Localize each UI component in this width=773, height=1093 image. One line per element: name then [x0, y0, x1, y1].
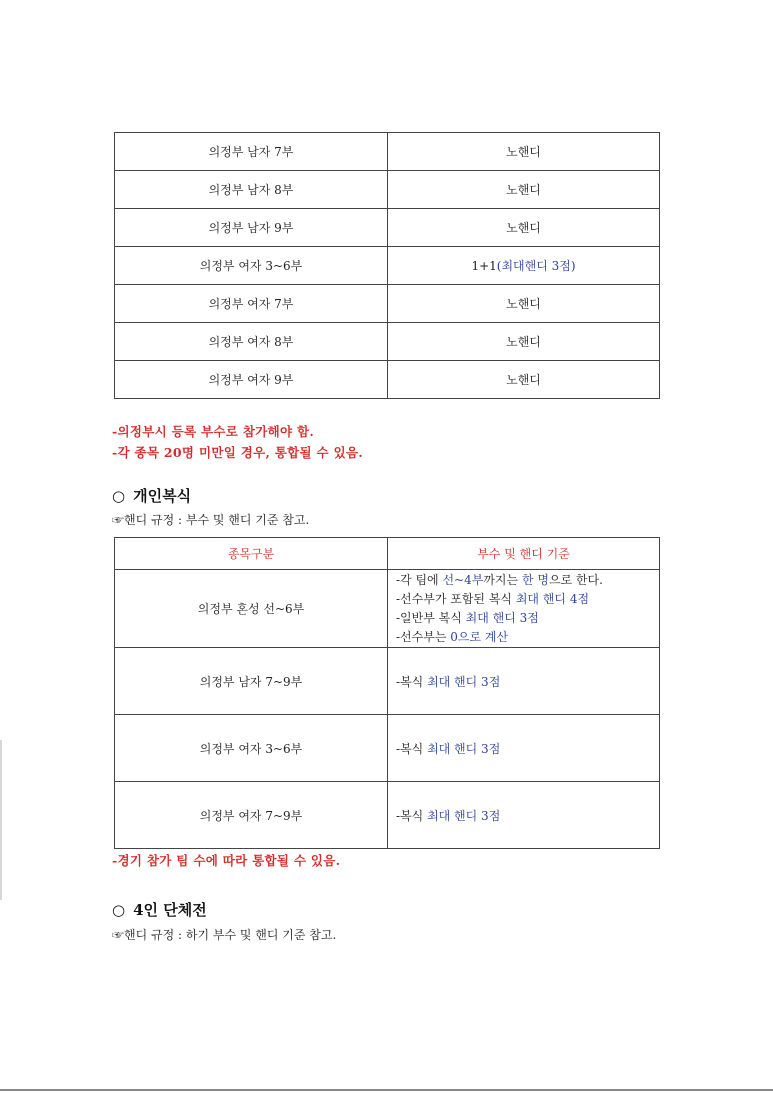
table-row	[115, 361, 660, 399]
handicap-prefix: 1+1	[471, 259, 497, 273]
criteria-cell: -복식 최대 핸디 3점	[388, 782, 660, 849]
criteria-cell: -복식 최대 핸디 3점	[388, 715, 660, 782]
table-row	[115, 133, 660, 171]
circle-bullet-icon: ○	[112, 487, 126, 505]
note-line: -의정부시 등록 부수로 참가해야 함.	[112, 424, 314, 439]
handicap-cell: 노핸디	[388, 361, 660, 399]
section-title: 개인복식	[133, 487, 192, 505]
division-cell: 의정부 여자 3~6부	[115, 247, 388, 285]
division-cell: 의정부 남자 7부	[115, 133, 388, 171]
note-line: -경기 참가 팀 수에 따라 통합될 수 있음.	[112, 853, 341, 868]
table-row	[115, 782, 660, 849]
division-cell: 의정부 여자 3~6부	[115, 715, 388, 782]
handicap-cell: 노핸디	[388, 133, 660, 171]
page-bottom-edge	[0, 1089, 773, 1091]
header-division: 종목구분	[115, 538, 388, 570]
division-cell: 의정부 여자 7~9부	[115, 782, 388, 849]
division-cell: 의정부 여자 8부	[115, 323, 388, 361]
doubles-reference: ☞핸디 규정 : 부수 및 핸디 기준 참고.	[112, 513, 310, 527]
table-row	[115, 648, 660, 715]
doubles-notes	[112, 850, 340, 871]
criteria-line: -각 팀에 선~4부까지는 한 명으로 한다.	[396, 572, 603, 587]
handicap-cell: 노핸디	[388, 323, 660, 361]
handicap-cell: 노핸디	[388, 171, 660, 209]
team-section-title	[112, 899, 207, 920]
division-cell: 의정부 혼성 선~6부	[115, 570, 388, 648]
handicap-cell: 노핸디	[388, 285, 660, 323]
doubles-section-title	[112, 485, 191, 506]
table-header-row	[115, 538, 660, 570]
circle-bullet-icon: ○	[112, 901, 126, 919]
singles-handicap-table	[114, 132, 660, 399]
criteria-line: -일반부 복식 최대 핸디 3점	[396, 610, 539, 625]
header-criteria: 부수 및 핸디 기준	[388, 538, 660, 570]
division-cell: 의정부 남자 9부	[115, 209, 388, 247]
handicap-cell	[388, 247, 660, 285]
criteria-cell	[388, 570, 660, 648]
division-cell: 의정부 여자 7부	[115, 285, 388, 323]
table-row	[115, 171, 660, 209]
criteria-line: -선수부는 0으로 계산	[396, 629, 509, 644]
criteria-cell: -복식 최대 핸디 3점	[388, 648, 660, 715]
team-reference: ☞핸디 규정 : 하기 부수 및 핸디 기준 참고.	[112, 928, 337, 942]
table-row	[115, 247, 660, 285]
table-row	[115, 715, 660, 782]
division-cell: 의정부 남자 8부	[115, 171, 388, 209]
criteria-line: -선수부가 포함된 복식 최대 핸디 4점	[396, 591, 590, 606]
division-cell: 의정부 여자 9부	[115, 361, 388, 399]
table-row	[115, 570, 660, 648]
section-title: 4인 단체전	[133, 901, 207, 919]
singles-notes	[112, 421, 363, 463]
division-cell: 의정부 남자 7~9부	[115, 648, 388, 715]
table-row	[115, 323, 660, 361]
handicap-max-note: (최대핸디 3점)	[496, 259, 576, 273]
table-row	[115, 209, 660, 247]
scan-edge-mark	[0, 740, 2, 900]
note-line: -각 종목 20명 미만일 경우, 통합될 수 있음.	[112, 445, 363, 460]
table-row	[115, 285, 660, 323]
doubles-handicap-table	[114, 537, 660, 849]
handicap-cell: 노핸디	[388, 209, 660, 247]
